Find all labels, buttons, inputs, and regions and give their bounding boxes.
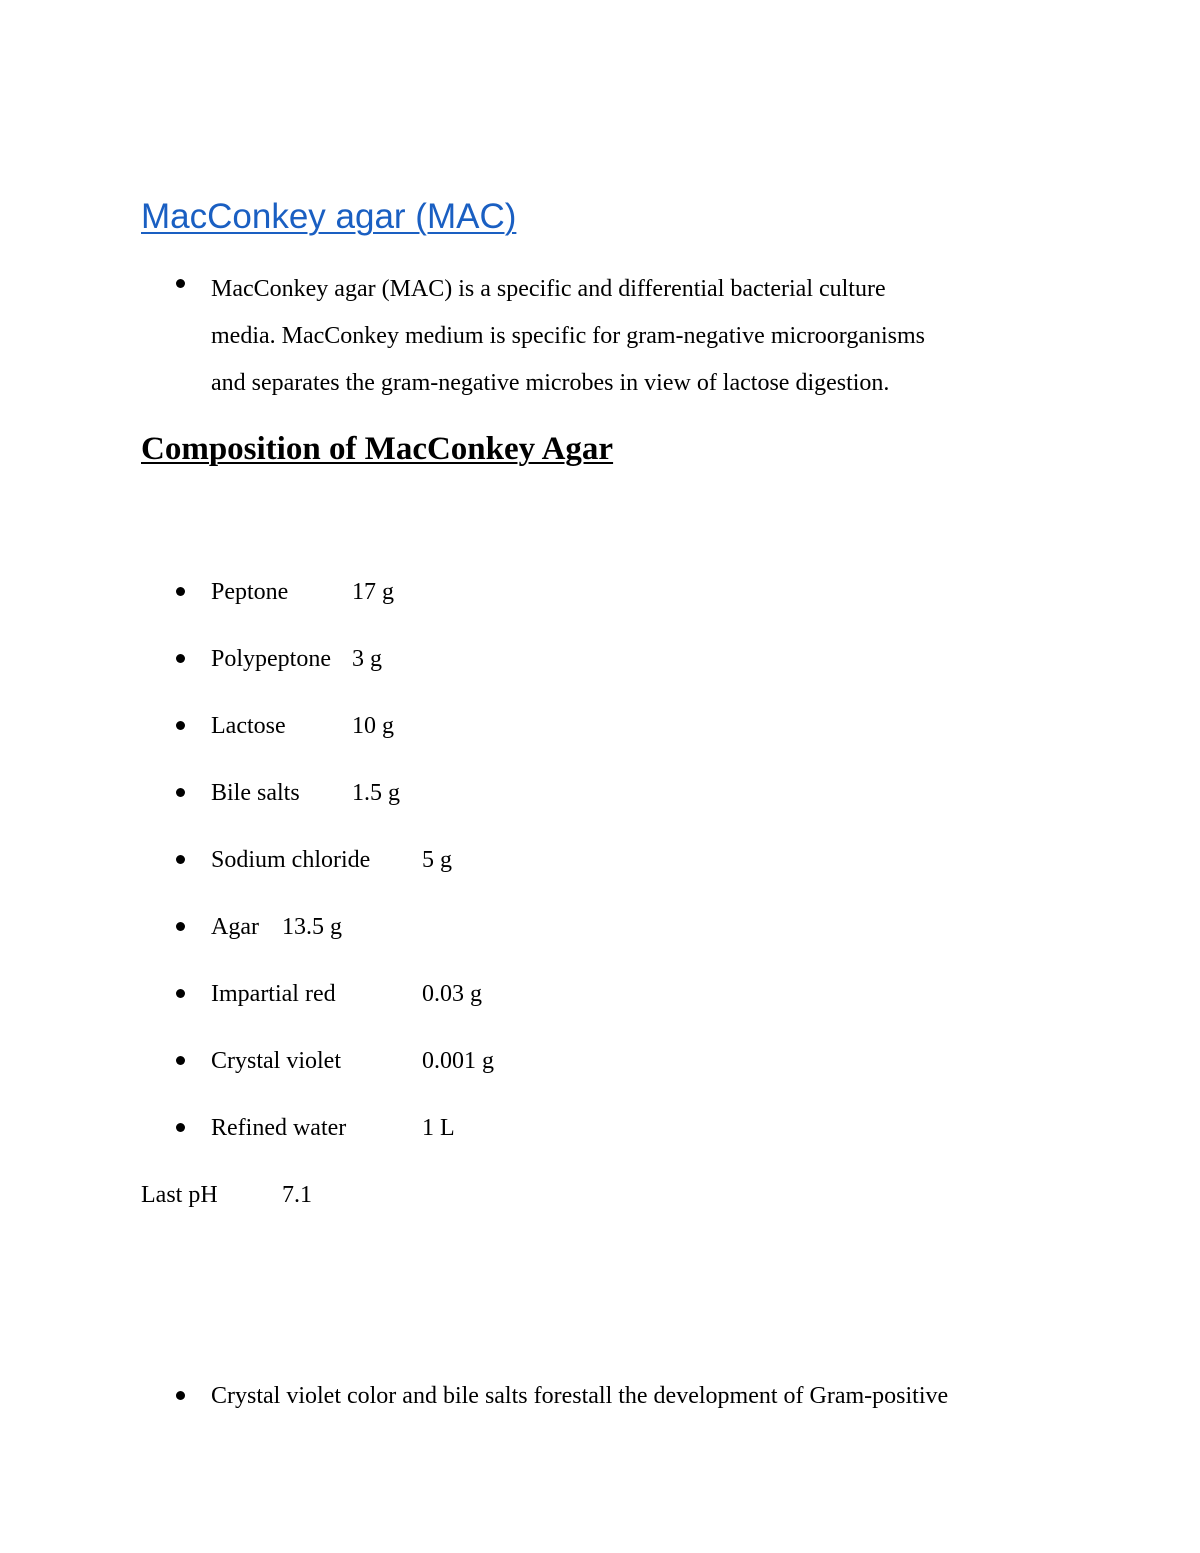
ingredient-name: Impartial red [211, 981, 336, 1007]
ingredient-amount: 17 g [352, 579, 394, 605]
intro-line: media. MacConkey medium is specific for gram-negative microorganisms [211, 323, 926, 349]
bullet-icon [176, 1391, 185, 1400]
bullet-icon [176, 1123, 185, 1132]
ingredient-name: Sodium chloride [211, 847, 371, 873]
ingredient-amount: 13.5 g [282, 914, 342, 940]
bullet-icon [176, 587, 185, 596]
intro-paragraph [211, 266, 1071, 407]
note-text: Crystal violet color and bile salts forestall the development of Gram-positive [211, 1383, 949, 1409]
page-title: MacConkey agar (MAC) [141, 197, 517, 236]
bullet-icon [176, 721, 185, 730]
intro-line: MacConkey agar (MAC) is a specific and differential bacterial culture [211, 276, 886, 302]
ingredient-amount: 10 g [352, 713, 394, 739]
ingredient-amount: 0.03 g [422, 981, 482, 1007]
bullet-icon [176, 989, 185, 998]
ingredient-name: Agar [211, 914, 259, 940]
intro-line: and separates the gram-negative microbes in view of lactose digestion. [211, 370, 890, 396]
bullet-icon [176, 654, 185, 663]
bullet-icon [176, 788, 185, 797]
ingredient-name: Peptone [211, 579, 289, 605]
ingredient-amount: 5 g [422, 847, 452, 873]
bullet-icon [176, 922, 185, 931]
ingredient-name: Refined water [211, 1115, 347, 1141]
ingredient-name: Bile salts [211, 780, 300, 806]
ingredient-amount: 3 g [352, 646, 382, 672]
ingredient-amount: 0.001 g [422, 1048, 494, 1074]
ingredient-name: Crystal violet [211, 1048, 341, 1074]
ingredient-name: Lactose [211, 713, 286, 739]
ingredient-name: Polypeptone [211, 646, 331, 672]
ingredient-amount: 1 L [422, 1115, 455, 1141]
composition-heading: Composition of MacConkey Agar [141, 431, 614, 467]
final-ph-label: Last pH [141, 1182, 218, 1208]
bullet-icon [176, 1056, 185, 1065]
final-ph-value: 7.1 [282, 1182, 312, 1208]
bullet-icon [176, 855, 185, 864]
bullet-icon [176, 279, 185, 288]
ingredient-amount: 1.5 g [352, 780, 400, 806]
